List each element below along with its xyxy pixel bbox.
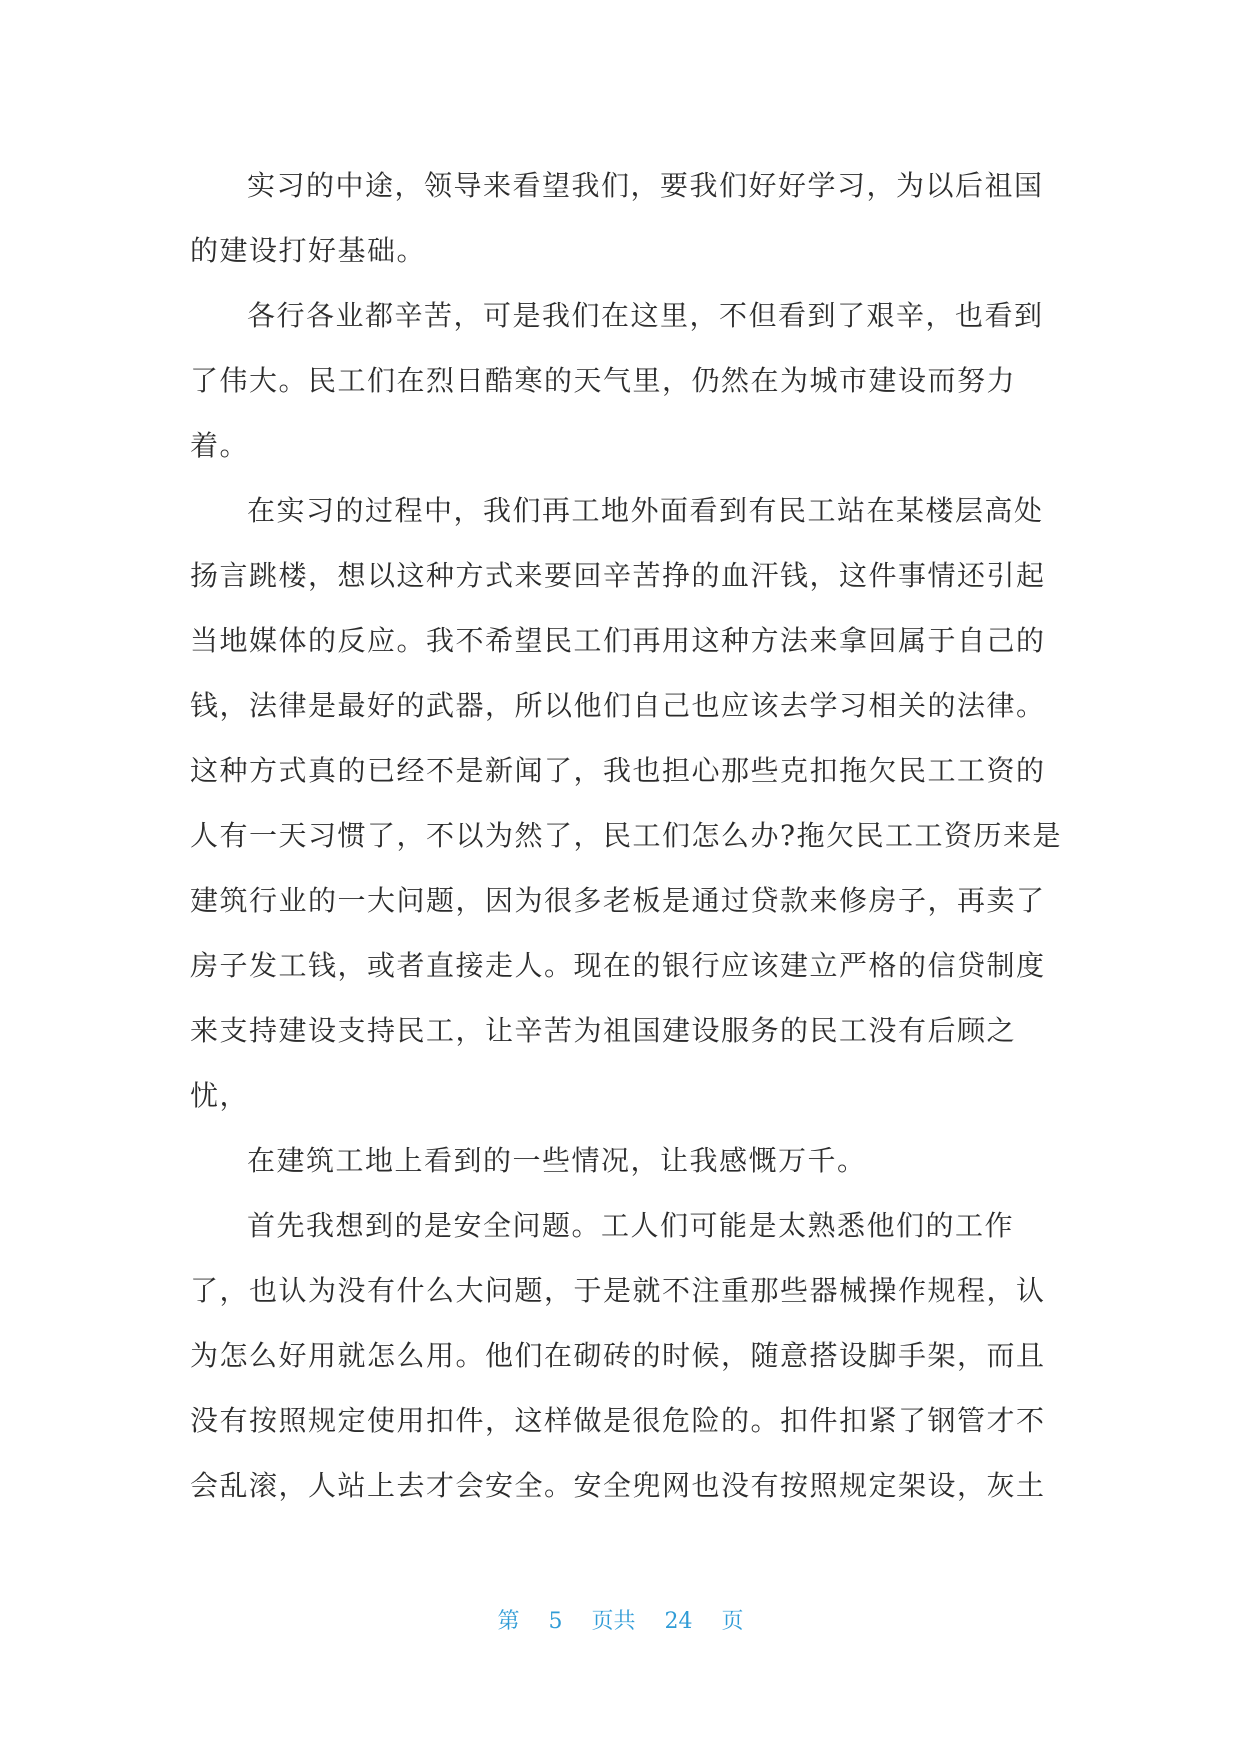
text-line: 了伟大。民工们在烈日酷寒的天气里，仍然在为城市建设而努力 [190, 364, 1017, 397]
page-label-middle: 页共 [591, 1609, 636, 1634]
text-line: 了，也认为没有什么大问题，于是就不注重那些器械操作规程，认 [190, 1274, 1046, 1307]
current-page-number: 5 [548, 1609, 563, 1634]
text-line: 这种方式真的已经不是新闻了，我也担心那些克扣拖欠民工工资的 [190, 754, 1046, 787]
text-line: 的建设打好基础。 [190, 234, 427, 267]
text-line: 扬言跳楼，想以这种方式来要回辛苦挣的血汗钱，这件事情还引起 [190, 559, 1046, 592]
text-line: 会乱滚，人站上去才会安全。安全兜网也没有按照规定架设，灰土 [190, 1469, 1046, 1502]
text-line: 首先我想到的是安全问题。工人们可能是太熟悉他们的工作 [247, 1209, 1015, 1242]
text-line: 人有一天习惯了，不以为然了，民工们怎么办?拖欠民工工资历来是 [190, 819, 1063, 852]
document-body [190, 153, 1063, 1518]
page-footer [0, 1604, 1241, 1635]
text-line: 来支持建设支持民工，让辛苦为祖国建设服务的民工没有后顾之 [190, 1014, 1017, 1047]
text-line: 着。 [190, 429, 250, 462]
text-line: 建筑行业的一大问题，因为很多老板是通过贷款来修房子，再卖了 [190, 884, 1046, 917]
text-line: 房子发工钱，或者直接走人。现在的银行应该建立严格的信贷制度 [190, 949, 1046, 982]
text-line: 没有按照规定使用扣件，这样做是很危险的。扣件扣紧了钢管才不 [190, 1404, 1046, 1437]
page-label-suffix: 页 [721, 1609, 744, 1634]
text-line: 钱，法律是最好的武器，所以他们自己也应该去学习相关的法律。 [190, 689, 1046, 722]
text-line: 当地媒体的反应。我不希望民工们再用这种方法来拿回属于自己的 [190, 624, 1046, 657]
text-line: 在实习的过程中，我们再工地外面看到有民工站在某楼层高处 [247, 494, 1044, 527]
text-line: 为怎么好用就怎么用。他们在砌砖的时候，随意搭设脚手架，而且 [190, 1339, 1046, 1372]
text-line: 实习的中途，领导来看望我们，要我们好好学习，为以后祖国 [247, 169, 1044, 202]
text-line: 忧， [190, 1079, 250, 1112]
text-line: 各行各业都辛苦，可是我们在这里，不但看到了艰辛，也看到 [247, 299, 1044, 332]
total-pages-number: 24 [664, 1609, 693, 1634]
page-label-prefix: 第 [497, 1609, 520, 1634]
text-line: 在建筑工地上看到的一些情况，让我感慨万千。 [247, 1144, 867, 1177]
